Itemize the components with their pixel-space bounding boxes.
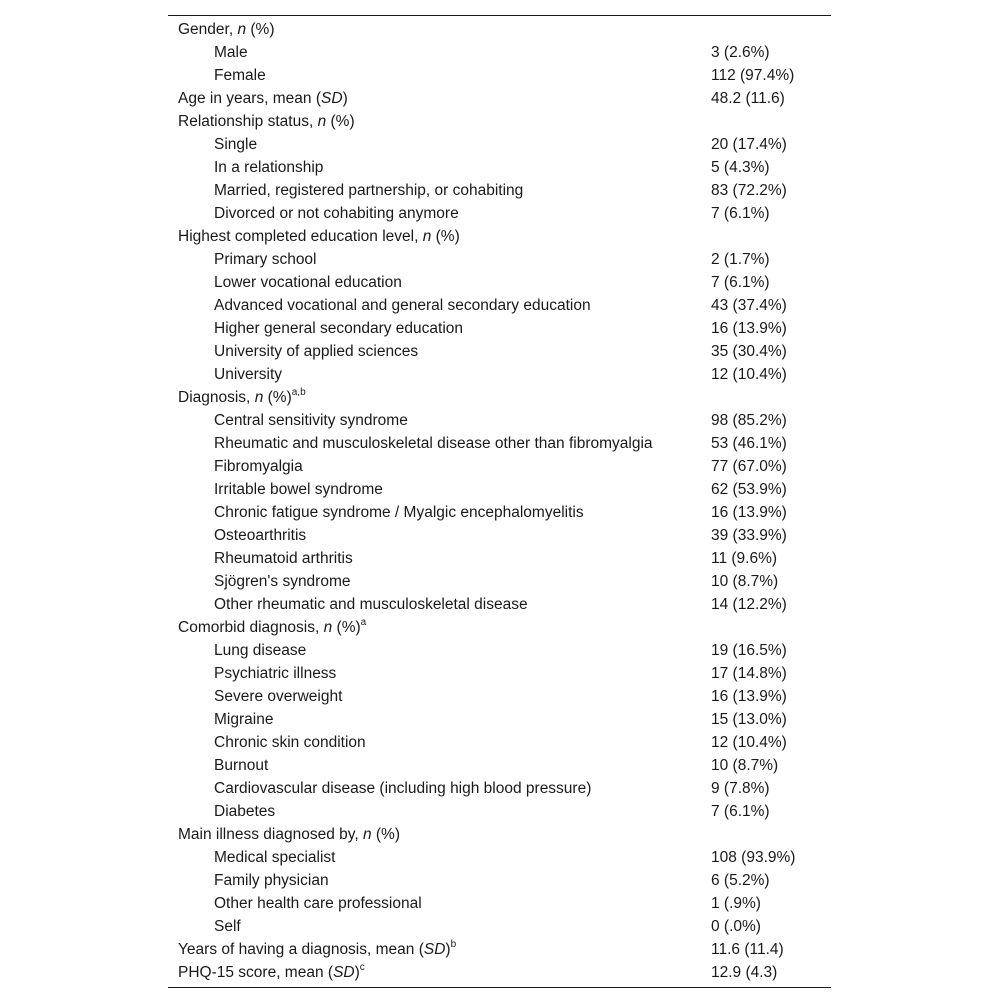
label-suffix: (%) (246, 21, 275, 38)
table-row (168, 570, 831, 593)
row-value: 5 (4.3%) (711, 159, 770, 176)
table-row (168, 892, 831, 915)
label-text: Family physician (214, 872, 329, 889)
row-value: 108 (93.9%) (711, 849, 796, 866)
table (168, 18, 831, 984)
footnote-marker: c (359, 961, 365, 973)
label-text: Lung disease (214, 642, 307, 659)
row-label (168, 409, 711, 432)
table-row (168, 777, 831, 800)
label-text: Self (214, 918, 241, 935)
row-value: 48.2 (11.6) (711, 90, 785, 107)
label-italic: SD (333, 964, 355, 981)
table-row (168, 133, 831, 156)
table-section-row (168, 87, 831, 110)
label-text: Chronic fatigue syndrome / Myalgic encephalomyelitis (214, 504, 584, 521)
label-text: University of applied sciences (214, 343, 419, 360)
row-label (168, 731, 711, 754)
table-section-row (168, 110, 831, 133)
label-text: Fibromyalgia (214, 458, 303, 475)
label-text: Rheumatoid arthritis (214, 550, 353, 567)
section-label (168, 616, 711, 639)
row-label (168, 271, 711, 294)
row-label (168, 340, 711, 363)
row-value: 11.6 (11.4) (711, 941, 784, 958)
table-body (168, 18, 831, 984)
row-label (168, 547, 711, 570)
row-value: 19 (16.5%) (711, 642, 787, 659)
row-value: 98 (85.2%) (711, 412, 787, 429)
table-row (168, 156, 831, 179)
label-text: Female (214, 67, 266, 84)
row-label (168, 478, 711, 501)
row-value: 10 (8.7%) (711, 757, 779, 774)
section-label (168, 225, 711, 248)
label-suffix: ) (445, 941, 451, 958)
table-row (168, 915, 831, 938)
label-text: Male (214, 44, 248, 61)
row-label (168, 777, 711, 800)
footnote-marker: a (360, 616, 367, 628)
row-value: 112 (97.4%) (711, 67, 795, 84)
label-text: Severe overweight (214, 688, 343, 705)
row-label (168, 662, 711, 685)
row-value (711, 18, 831, 41)
row-label (168, 317, 711, 340)
table-row (168, 478, 831, 501)
row-label (168, 639, 711, 662)
row-value: 7 (6.1%) (711, 205, 770, 222)
table-section-row (168, 225, 831, 248)
section-label (168, 386, 711, 409)
row-label (168, 593, 711, 616)
row-value: 1 (.9%) (711, 895, 761, 912)
label-suffix: (%) (371, 826, 401, 843)
label-text: Medical specialist (214, 849, 336, 866)
label-text: Diagnosis, (178, 389, 255, 406)
table-row (168, 731, 831, 754)
table-row (168, 179, 831, 202)
label-text: Osteoarthritis (214, 527, 307, 544)
table-row (168, 294, 831, 317)
row-label (168, 685, 711, 708)
label-suffix: (%) (263, 389, 292, 406)
table-row (168, 363, 831, 386)
row-value: 15 (13.0%) (711, 711, 787, 728)
row-value (711, 110, 831, 133)
row-value: 3 (2.6%) (711, 44, 770, 61)
row-label (168, 570, 711, 593)
label-text: Highest completed education level, (178, 228, 423, 245)
row-value: 12 (10.4%) (711, 366, 787, 383)
label-italic: n (237, 21, 247, 38)
row-label (168, 64, 711, 87)
row-value: 7 (6.1%) (711, 803, 770, 820)
row-value: 12.9 (4.3) (711, 964, 778, 981)
table-row (168, 639, 831, 662)
row-value: 62 (53.9%) (711, 481, 787, 498)
table-row (168, 869, 831, 892)
row-label (168, 179, 711, 202)
table-row (168, 524, 831, 547)
table-row (168, 685, 831, 708)
section-label (168, 18, 711, 41)
table-row (168, 662, 831, 685)
row-value: 17 (14.8%) (711, 665, 787, 682)
table-section-row (168, 616, 831, 639)
row-value: 11 (9.6%) (711, 550, 778, 567)
label-text: Other rheumatic and musculoskeletal disease (214, 596, 528, 613)
row-value: 39 (33.9%) (711, 527, 787, 544)
table-row (168, 317, 831, 340)
row-value: 2 (1.7%) (711, 251, 770, 268)
table-row (168, 501, 831, 524)
label-suffix: ) (354, 964, 360, 981)
table-row (168, 340, 831, 363)
label-text: Single (214, 136, 258, 153)
section-label (168, 938, 711, 961)
table-row (168, 41, 831, 64)
table-section-row (168, 386, 831, 409)
row-label (168, 869, 711, 892)
row-label (168, 294, 711, 317)
row-value: 7 (6.1%) (711, 274, 770, 291)
row-label (168, 363, 711, 386)
label-text: PHQ-15 score, mean ( (178, 964, 334, 981)
table-section-row (168, 18, 831, 41)
label-text: Psychiatric illness (214, 665, 337, 682)
label-text: Rheumatic and musculoskeletal disease other than fibromyalgia (214, 435, 653, 452)
row-label (168, 754, 711, 777)
row-value: 0 (.0%) (711, 918, 761, 935)
row-label (168, 156, 711, 179)
label-text: Other health care professional (214, 895, 422, 912)
table-row (168, 409, 831, 432)
table-row (168, 846, 831, 869)
label-text: Sjögren's syndrome (214, 573, 351, 590)
row-label (168, 915, 711, 938)
row-value: 20 (17.4%) (711, 136, 787, 153)
table-row (168, 271, 831, 294)
label-text: Central sensitivity syndrome (214, 412, 408, 429)
row-value: 77 (67.0%) (711, 458, 787, 475)
label-text: Chronic skin condition (214, 734, 366, 751)
label-italic: n (323, 619, 333, 636)
label-text: Married, registered partnership, or cohabiting (214, 182, 524, 199)
label-italic: SD (321, 90, 343, 107)
row-label (168, 892, 711, 915)
section-label (168, 961, 711, 984)
row-label (168, 501, 711, 524)
row-label (168, 846, 711, 869)
label-suffix: ) (342, 90, 348, 107)
row-label (168, 524, 711, 547)
label-italic: n (317, 113, 327, 130)
row-label (168, 432, 711, 455)
row-value (711, 823, 831, 846)
row-value: 43 (37.4%) (711, 297, 787, 314)
label-text: In a relationship (214, 159, 324, 176)
row-label (168, 800, 711, 823)
label-text: Irritable bowel syndrome (214, 481, 383, 498)
table-row (168, 547, 831, 570)
table-row (168, 455, 831, 478)
label-text: Years of having a diagnosis, mean ( (178, 941, 424, 958)
row-label (168, 248, 711, 271)
footnote-marker: a,b (291, 386, 306, 398)
row-value: 9 (7.8%) (711, 780, 770, 797)
row-value (711, 616, 831, 639)
label-text: Main illness diagnosed by, (178, 826, 363, 843)
label-text: Relationship status, (178, 113, 318, 130)
label-italic: n (422, 228, 432, 245)
table-row (168, 432, 831, 455)
row-value: 10 (8.7%) (711, 573, 779, 590)
label-italic: n (254, 389, 264, 406)
row-value: 83 (72.2%) (711, 182, 787, 199)
row-value: 12 (10.4%) (711, 734, 787, 751)
row-value: 16 (13.9%) (711, 320, 787, 337)
table-section-row (168, 938, 831, 961)
label-text: Lower vocational education (214, 274, 402, 291)
label-suffix: (%) (332, 619, 361, 636)
table-row (168, 800, 831, 823)
label-text: Comorbid diagnosis, (178, 619, 324, 636)
row-value: 16 (13.9%) (711, 504, 787, 521)
label-suffix: (%) (326, 113, 355, 130)
label-italic: n (362, 826, 372, 843)
row-value: 53 (46.1%) (711, 435, 787, 452)
label-text: Gender, (178, 21, 238, 38)
row-value (711, 225, 831, 248)
row-value: 35 (30.4%) (711, 343, 787, 360)
table-row (168, 593, 831, 616)
table-row (168, 708, 831, 731)
label-text: Cardiovascular disease (including high blood pressure) (214, 780, 592, 797)
row-label (168, 41, 711, 64)
section-label (168, 823, 711, 846)
row-value (711, 386, 831, 409)
characteristics-table (168, 15, 831, 988)
footnote-marker: b (450, 938, 457, 950)
row-label (168, 708, 711, 731)
section-label (168, 87, 711, 110)
label-text: Higher general secondary education (214, 320, 464, 337)
label-text: Divorced or not cohabiting anymore (214, 205, 459, 222)
label-suffix: (%) (431, 228, 460, 245)
table-section-row (168, 961, 831, 984)
label-text: University (214, 366, 283, 383)
row-value: 6 (5.2%) (711, 872, 770, 889)
section-label (168, 110, 711, 133)
table-row (168, 248, 831, 271)
label-text: Age in years, mean ( (178, 90, 322, 107)
label-text: Advanced vocational and general secondary education (214, 297, 591, 314)
table-section-row (168, 823, 831, 846)
label-italic: SD (423, 941, 446, 958)
label-text: Burnout (214, 757, 269, 774)
row-value: 14 (12.2%) (711, 596, 787, 613)
table-row (168, 754, 831, 777)
row-label (168, 202, 711, 225)
label-text: Migraine (214, 711, 274, 728)
row-label (168, 455, 711, 478)
label-text: Primary school (214, 251, 317, 268)
table-row (168, 202, 831, 225)
table-row (168, 64, 831, 87)
row-value: 16 (13.9%) (711, 688, 787, 705)
label-text: Diabetes (214, 803, 276, 820)
row-label (168, 133, 711, 156)
